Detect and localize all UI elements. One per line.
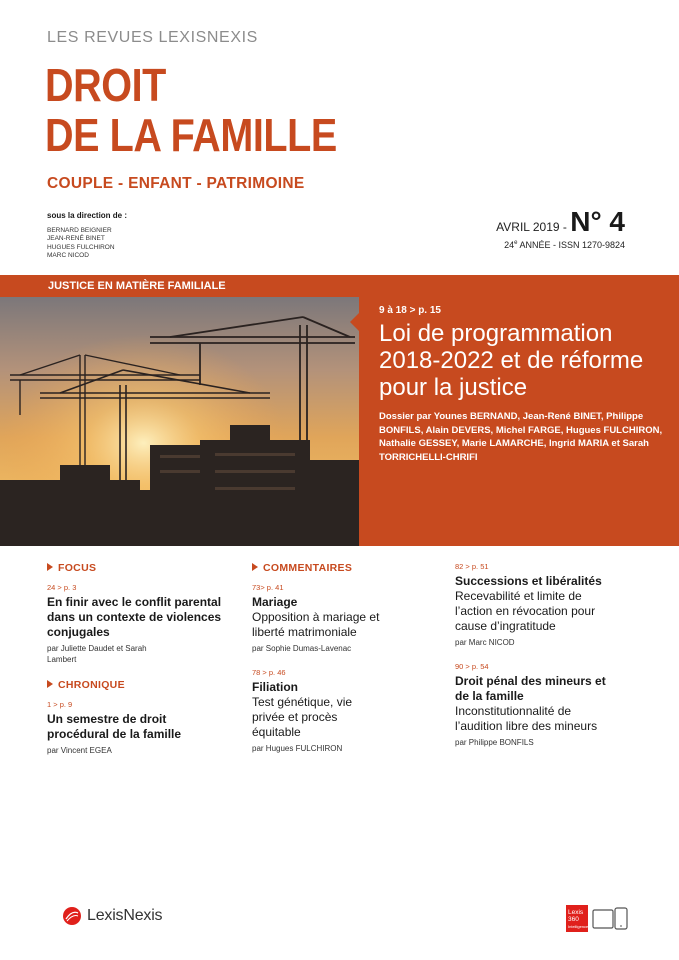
- feature-ref: 9 à 18 > p. 15: [379, 305, 441, 316]
- article-filiation[interactable]: [252, 668, 442, 754]
- article-author: par Juliette Daudet et Sarah Lambert: [47, 644, 147, 664]
- article-ref: 24 > p. 3: [47, 583, 77, 592]
- triangle-right-icon: [252, 563, 258, 571]
- series-name: LES REVUES LEXISNEXIS: [47, 29, 258, 46]
- lexisnexis-logo[interactable]: [62, 906, 162, 926]
- article-chronique[interactable]: [47, 700, 247, 756]
- article-author: par Sophie Dumas-Lavenac: [252, 644, 352, 653]
- article-desc: Recevabilité et limite de l’action en révocation pour cause d’ingratitude: [455, 589, 596, 633]
- article-ref: 1 > p. 9: [47, 700, 73, 709]
- section-heading-label: FOCUS: [58, 562, 97, 574]
- article-ref: 90 > p. 54: [455, 662, 489, 671]
- badge-line: Lexis: [568, 909, 584, 916]
- issue-year-suffix: e: [514, 240, 518, 246]
- issue-number: N° 4: [570, 206, 625, 237]
- section-heading-label: CHRONIQUE: [58, 679, 125, 691]
- article-ref: 73> p. 41: [252, 583, 284, 592]
- feature-title: Loi de programmation 2018-2022 et de réforme pour la justice: [379, 320, 644, 401]
- devices-icon: [592, 907, 630, 936]
- issue-line: [496, 208, 625, 236]
- section-heading-commentaires: [252, 562, 442, 574]
- badge-line: Intelligence: [568, 924, 589, 929]
- article-title: Droit pénal des mineurs et de la famille: [455, 674, 606, 703]
- article-mariage[interactable]: [252, 583, 442, 654]
- journal-title-line1: DROIT: [45, 59, 166, 111]
- issue-date: AVRIL 2019 -: [496, 220, 571, 234]
- column-focus-chronique: [47, 562, 247, 770]
- article-ref: 82 > p. 51: [455, 562, 489, 571]
- section-heading-label: COMMENTAIRES: [263, 562, 353, 574]
- article-author: par Philippe BONFILS: [455, 738, 534, 747]
- directors-list: [47, 227, 115, 260]
- journal-title-line2: DE LA FAMILLE: [45, 109, 337, 161]
- feature-authors: Dossier par Younes BERNAND, Jean-René BINET, Philippe BONFILS, Alain DEVERS, Michel FARGE, Hugues FULCHIRON, Nathalie GESSEY, Marie LAMARCHE, Ingrid MARIA et Sarah TORRICHELLI-CHRIFI: [379, 411, 663, 463]
- article-title: Mariage: [252, 595, 298, 609]
- triangle-right-icon: [47, 680, 53, 688]
- article-ref: 78 > p. 46: [252, 668, 286, 677]
- article-desc: Test génétique, vie privée et procès équitable: [252, 695, 353, 739]
- section-tab-label: JUSTICE EN MATIÈRE FAMILIALE: [0, 275, 359, 297]
- article-author: par Hugues FULCHIRON: [252, 744, 343, 753]
- issue-meta: [504, 240, 625, 250]
- triangle-right-icon: [47, 563, 53, 571]
- lexis360-badge[interactable]: [566, 905, 588, 932]
- article-desc: Opposition à mariage et liberté matrimoniale: [252, 610, 380, 639]
- director-name: JEAN-RENÉ BINET: [47, 235, 105, 243]
- issue-meta-rest: ANNÉE - ISSN 1270-9824: [517, 240, 625, 250]
- devices-icon-svg: [592, 907, 630, 931]
- article-successions[interactable]: [455, 562, 630, 648]
- section-heading-chronique: [47, 679, 247, 691]
- notch-arrow-icon: [350, 313, 359, 331]
- director-name: HUGUES FULCHIRON: [47, 243, 115, 251]
- article-title: Filiation: [252, 680, 298, 694]
- feature-banner: [0, 275, 679, 546]
- article-author: par Vincent EGEA: [47, 746, 112, 755]
- article-title: En finir avec le conflit parental dans un contexte de violences conjugales: [47, 595, 222, 639]
- issue-year: 24: [504, 240, 515, 250]
- director-name: BERNARD BEIGNIER: [47, 227, 112, 234]
- article-title: Successions et libéralités: [455, 574, 602, 588]
- feature-panel: [359, 275, 679, 546]
- journal-subtitle: COUPLE - ENFANT - PATRIMOINE: [47, 175, 305, 192]
- director-name: MARC NICOD: [47, 251, 89, 259]
- article-desc: Inconstitutionnalité de l’audition libre des mineurs: [455, 704, 598, 733]
- logo-text: LexisNexis: [87, 907, 163, 924]
- section-heading-focus: [47, 562, 247, 574]
- article-author: par Marc NICOD: [455, 638, 515, 647]
- column-right: [455, 562, 630, 762]
- construction-cranes-photo: [0, 275, 359, 546]
- column-commentaires: [252, 562, 442, 768]
- article-focus[interactable]: [47, 583, 247, 665]
- lexisnexis-logo-icon: [62, 906, 82, 926]
- direction-label: sous la direction de :: [47, 211, 128, 220]
- article-title: Un semestre de droit procédural de la famille: [47, 712, 182, 741]
- badge-line: 360: [568, 916, 579, 923]
- article-droit-penal[interactable]: [455, 662, 630, 748]
- construction-cranes-image: [0, 275, 359, 546]
